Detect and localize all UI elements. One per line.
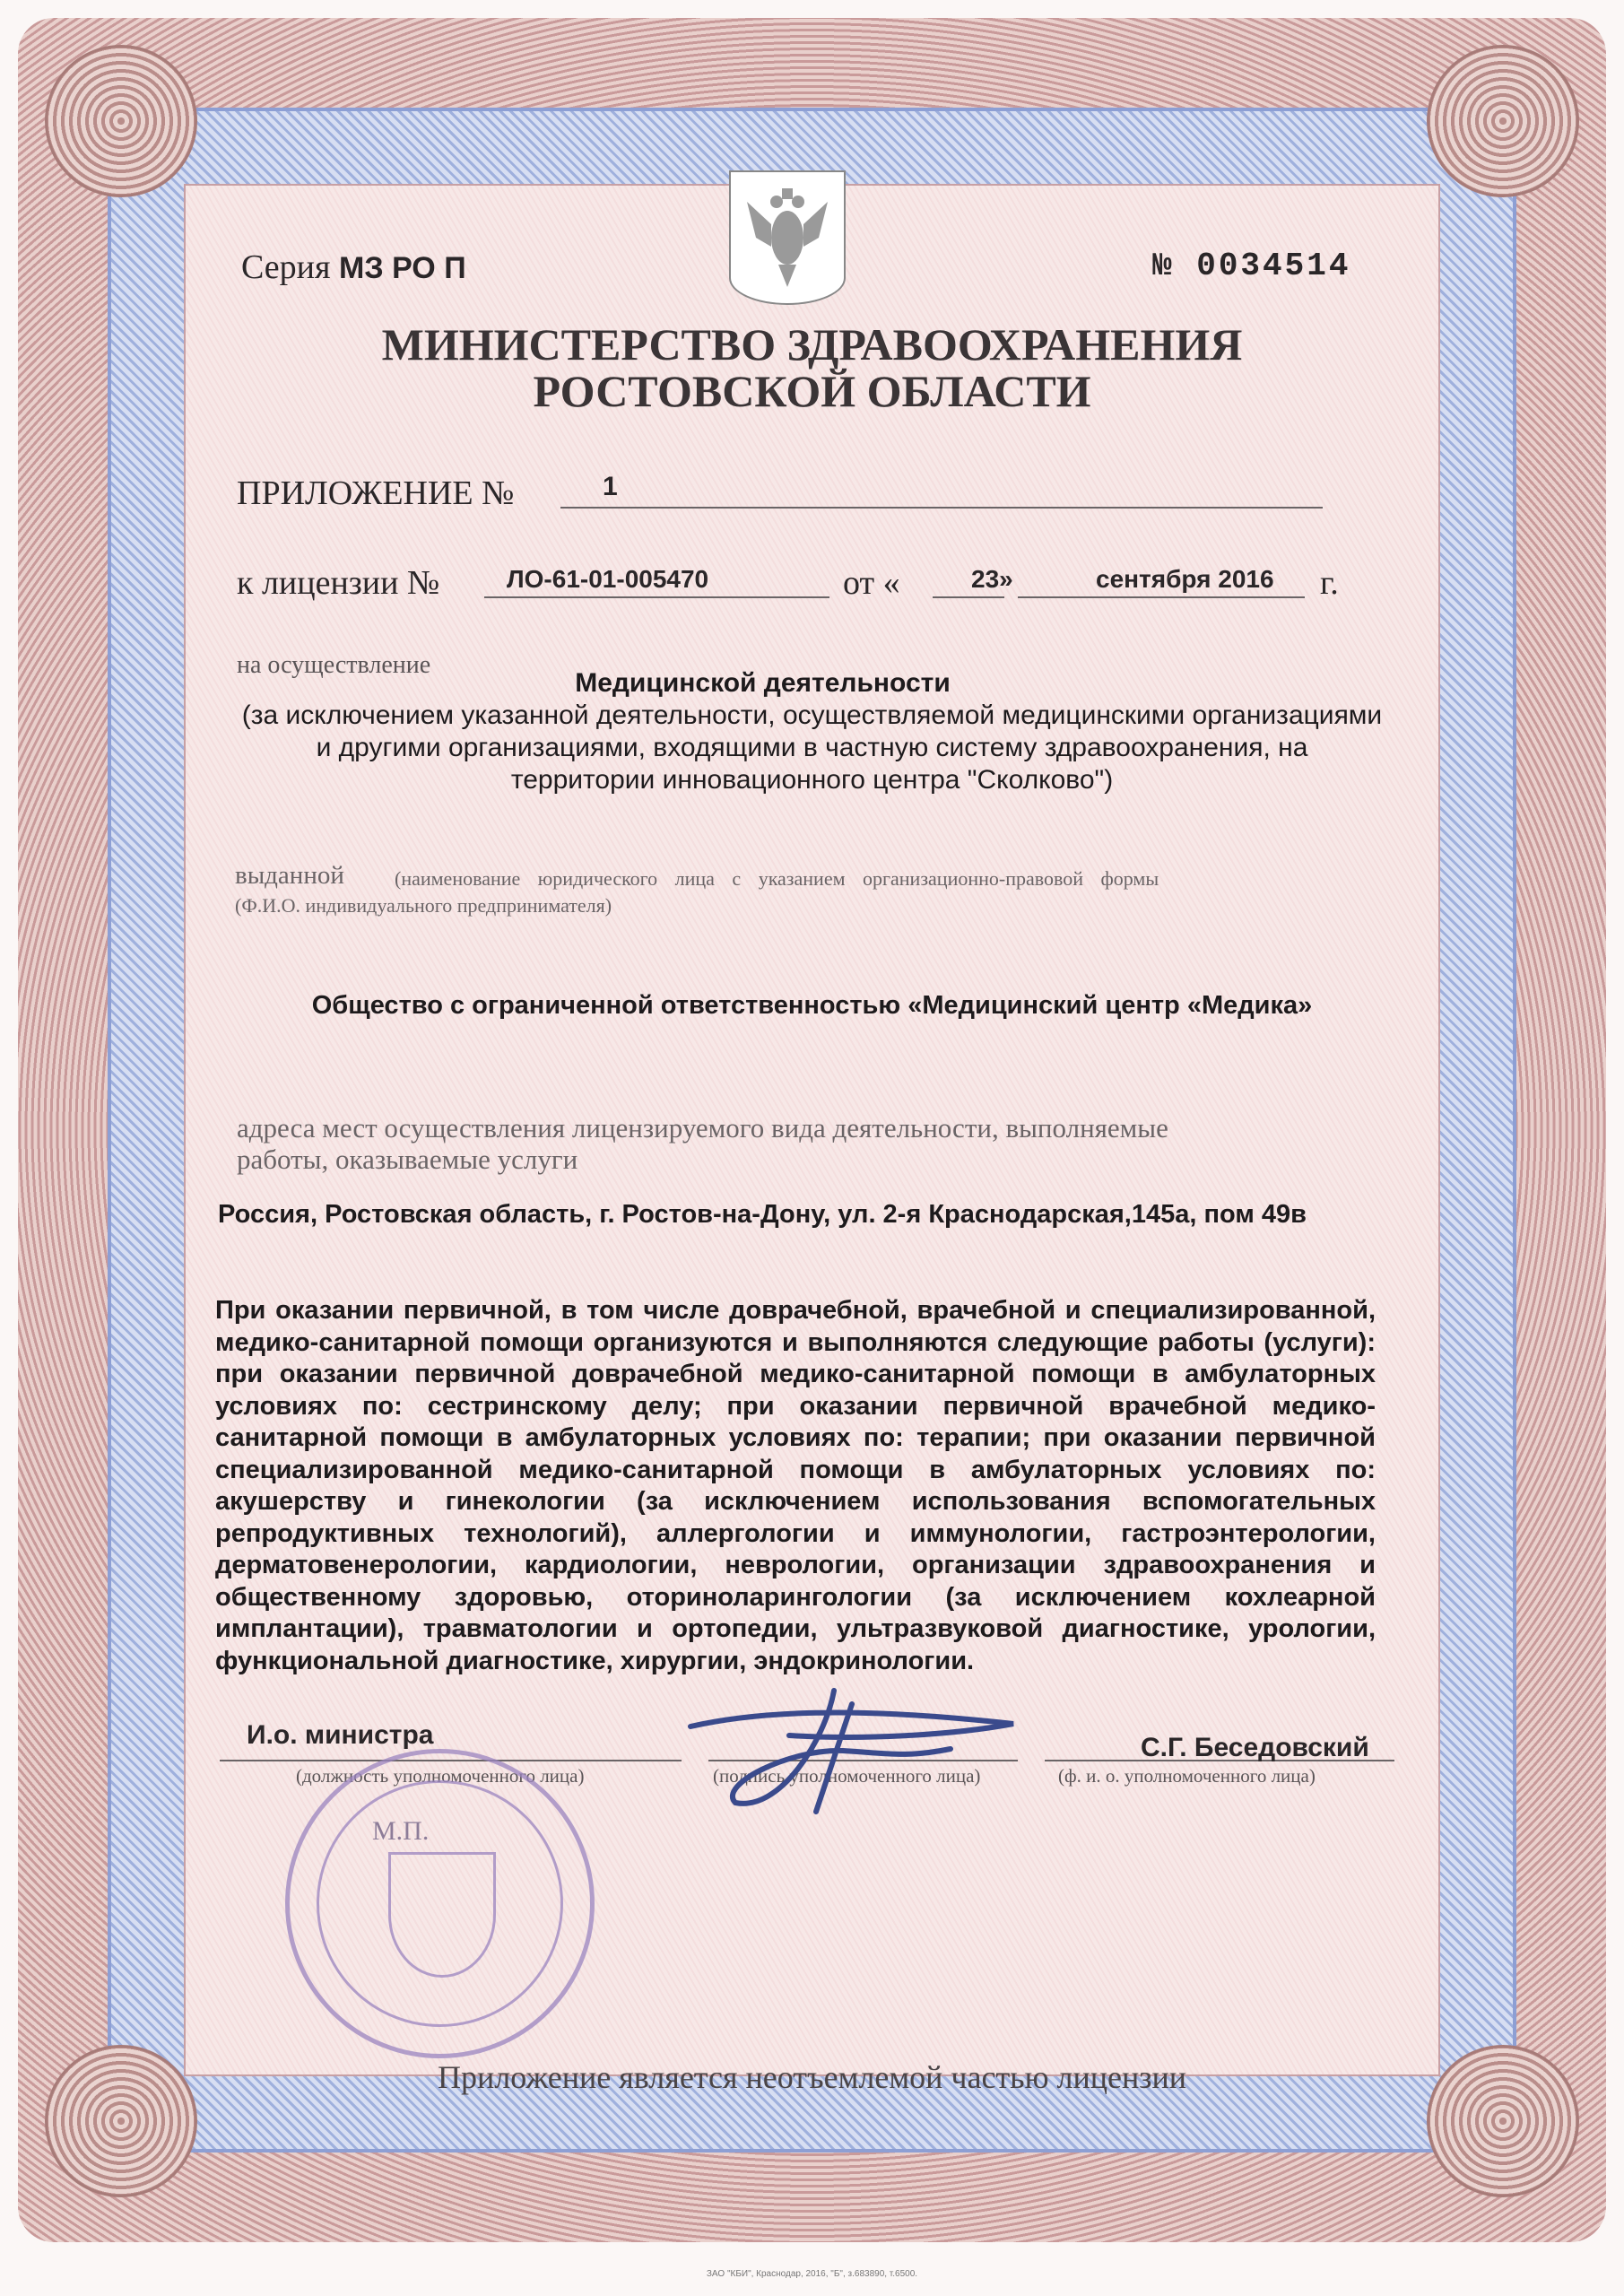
activity-line: (за исключением указанной деятельности, осуществляемой медицинскими организациями (241, 700, 1383, 730)
signatory-name: С.Г. Беседовский (1141, 1733, 1369, 1762)
issued-hint: (наименование юридического лица с указанием организационно-правовой формы (395, 867, 1159, 890)
license-label: к лицензии № (237, 564, 440, 602)
ministry-title (0, 321, 1624, 414)
series-value: МЗ РО П (339, 251, 466, 285)
activity-address: Россия, Ростовская область, г. Ростов-на-Дону, ул. 2-я Краснодарская,145а, пом 49в (218, 1200, 1307, 1229)
number-value: 0034514 (1196, 248, 1351, 284)
number-label: № (1152, 248, 1175, 284)
activity-title: Медицинской деятельности (575, 668, 951, 698)
caption-signature: (подпись уполномоченного лица) (713, 1765, 981, 1787)
year-suffix: г. (1320, 564, 1339, 602)
handwritten-signature (682, 1686, 1040, 1821)
issued-hint: (Ф.И.О. индивидуального предпринимателя) (235, 894, 612, 917)
title-line-1: МИНИСТЕРСТВО ЗДРАВООХРАНЕНИЯ (381, 319, 1243, 370)
license-number: ЛО-61-01-005470 (507, 565, 709, 593)
series-label: Серия (241, 248, 331, 286)
stamp-label: М.П. (372, 1816, 430, 1846)
activity-label: на осуществление (237, 651, 431, 679)
caption-name: (ф. и. о. уполномоченного лица) (1058, 1765, 1316, 1787)
addresses-label: адреса мест осуществления лицензируемого вида деятельности, выполняемые (237, 1112, 1168, 1144)
activity-line: территории инновационного центра "Сколково") (510, 765, 1114, 795)
title-line-2: РОСТОВСКОЙ ОБЛАСТИ (533, 366, 1091, 416)
appendix-number: 1 (603, 472, 618, 501)
activity-line: и другими организациями, входящими в частную систему здравоохранения, на (316, 733, 1308, 762)
printer-imprint: ЗАО "КБИ", Краснодар, 2016, "Б", з.683890, т.6500. (706, 2269, 918, 2279)
corner-rosette (1427, 45, 1579, 197)
footer-note: Приложение является неотъемлемой частью лицензии (438, 2059, 1186, 2095)
day-value: 23 (971, 565, 1000, 593)
issued-label: выданной (235, 861, 344, 890)
day-close: » (999, 565, 1013, 593)
appendix-label: ПРИЛОЖЕНИЕ № (237, 474, 515, 512)
addresses-label: работы, оказываемые услуги (237, 1144, 578, 1175)
coat-of-arms-icon (729, 170, 846, 305)
organization-name: Общество с ограниченной ответственностью «Медицинский центр «Медика» (311, 991, 1313, 1020)
signatory-position: И.о. министра (247, 1720, 434, 1750)
from-label: от « (843, 564, 900, 602)
activity-block (0, 667, 1624, 796)
official-stamp (285, 1749, 595, 2058)
series (241, 248, 466, 287)
services-list: При оказании первичной, в том числе доврачебной, врачебной и специализированной, медико-санитарной помощи организуются и выполняются следующие работы (услуги): при оказании первичной доврачебной медико-санитарной помощи в амбулаторных условиях по: сестринскому делу; при оказании первичной врачебной медико-санитарной помощи в амбулаторных условиях по: терапии; при оказании первичной специализированной медико-санитарной помощи в амбулаторных условиях по: акушерству и гинекологии (за исключением использования вспомогательных репродуктивных технологий), аллергологии и иммунологии, гастроэнтерологии, дерматовенерологии, кардиологии, неврологии, организации здравоохранения и общественному здоровью, оториноларингологии (за исключением кохлеарной имплантации), травматологии и ортопедии, ультразвуковой диагностике, урологии, функциональной диагностике, хирургии, эндокринологии. (215, 1296, 1376, 1675)
caption-position: (должность уполномоченного лица) (296, 1765, 585, 1787)
license-month-year: сентября 2016 (1096, 565, 1274, 593)
form-number (1152, 248, 1350, 284)
license-day (971, 565, 1013, 594)
corner-rosette (45, 45, 197, 197)
